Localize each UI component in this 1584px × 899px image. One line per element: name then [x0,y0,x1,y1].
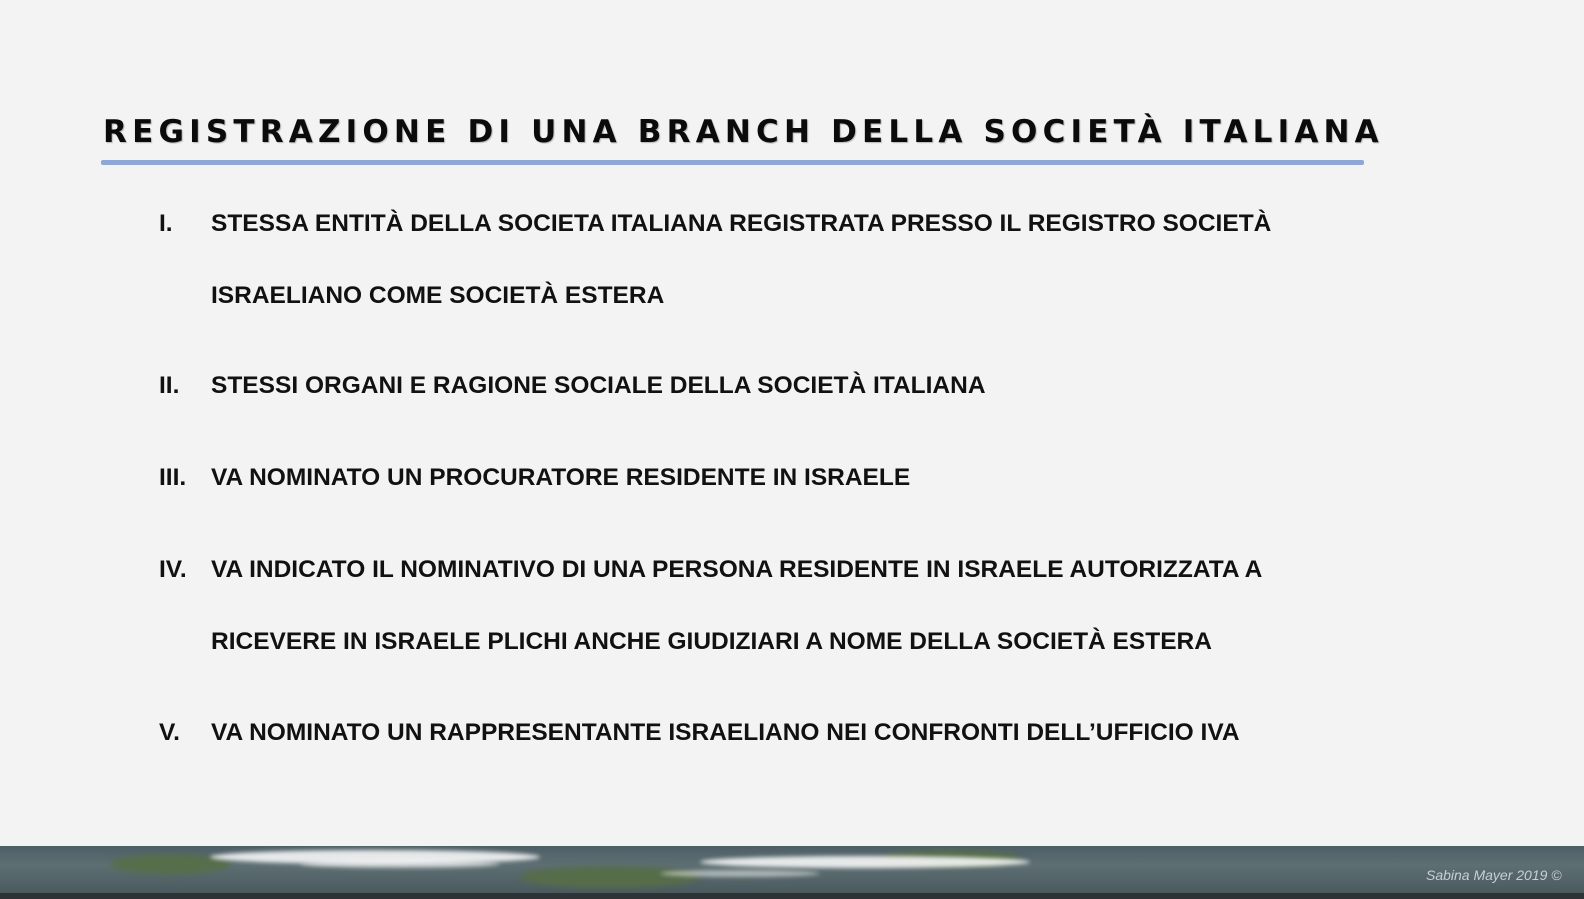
list-item-line: STESSA ENTITÀ DELLA SOCIETA ITALIANA REGISTRATA PRESSO IL REGISTRO SOCIETÀ [211,210,1272,237]
list-item-text [211,697,1461,769]
list-item-line: VA NOMINATO UN RAPPRESENTANTE ISRAELIANO NEI CONFRONTI DELL’UFFICIO IVA [211,719,1240,746]
list-item-line: VA NOMINATO UN PROCURATORE RESIDENTE IN ISRAELE [211,464,911,491]
list-numeral: III. [159,464,187,491]
bottom-bar [0,893,1584,899]
wave-foam [660,870,820,877]
list-item-line: VA INDICATO IL NOMINATIVO DI UNA PERSONA RESIDENTE IN ISRAELE AUTORIZZATA A [211,556,1263,583]
slide-credit: Sabina Mayer 2019 © [1426,867,1562,883]
list-item-text [211,188,1461,332]
list-item-line: STESSI ORGANI E RAGIONE SOCIALE DELLA SOCIETÀ ITALIANA [211,372,986,399]
list-item-text [211,442,1461,514]
list-numeral: II. [159,372,180,399]
title-underline [101,160,1364,165]
wave-foam [300,860,500,868]
algae-shape [520,866,700,888]
list-numeral: IV. [159,556,187,583]
list-numeral: I. [159,210,173,237]
list-item-text [211,350,1461,422]
list-item-text [211,534,1461,678]
slide-title: REGISTRAZIONE DI UNA BRANCH DELLA SOCIETÀ ITALIANA [103,114,1384,150]
sea-photo-strip [0,846,1584,893]
list-numeral: V. [159,719,180,746]
wave-foam [700,856,1030,868]
list-item-line: RICEVERE IN ISRAELE PLICHI ANCHE GIUDIZIARI A NOME DELLA SOCIETÀ ESTERA [211,628,1212,655]
list-item-line: ISRAELIANO COME SOCIETÀ ESTERA [211,282,665,309]
